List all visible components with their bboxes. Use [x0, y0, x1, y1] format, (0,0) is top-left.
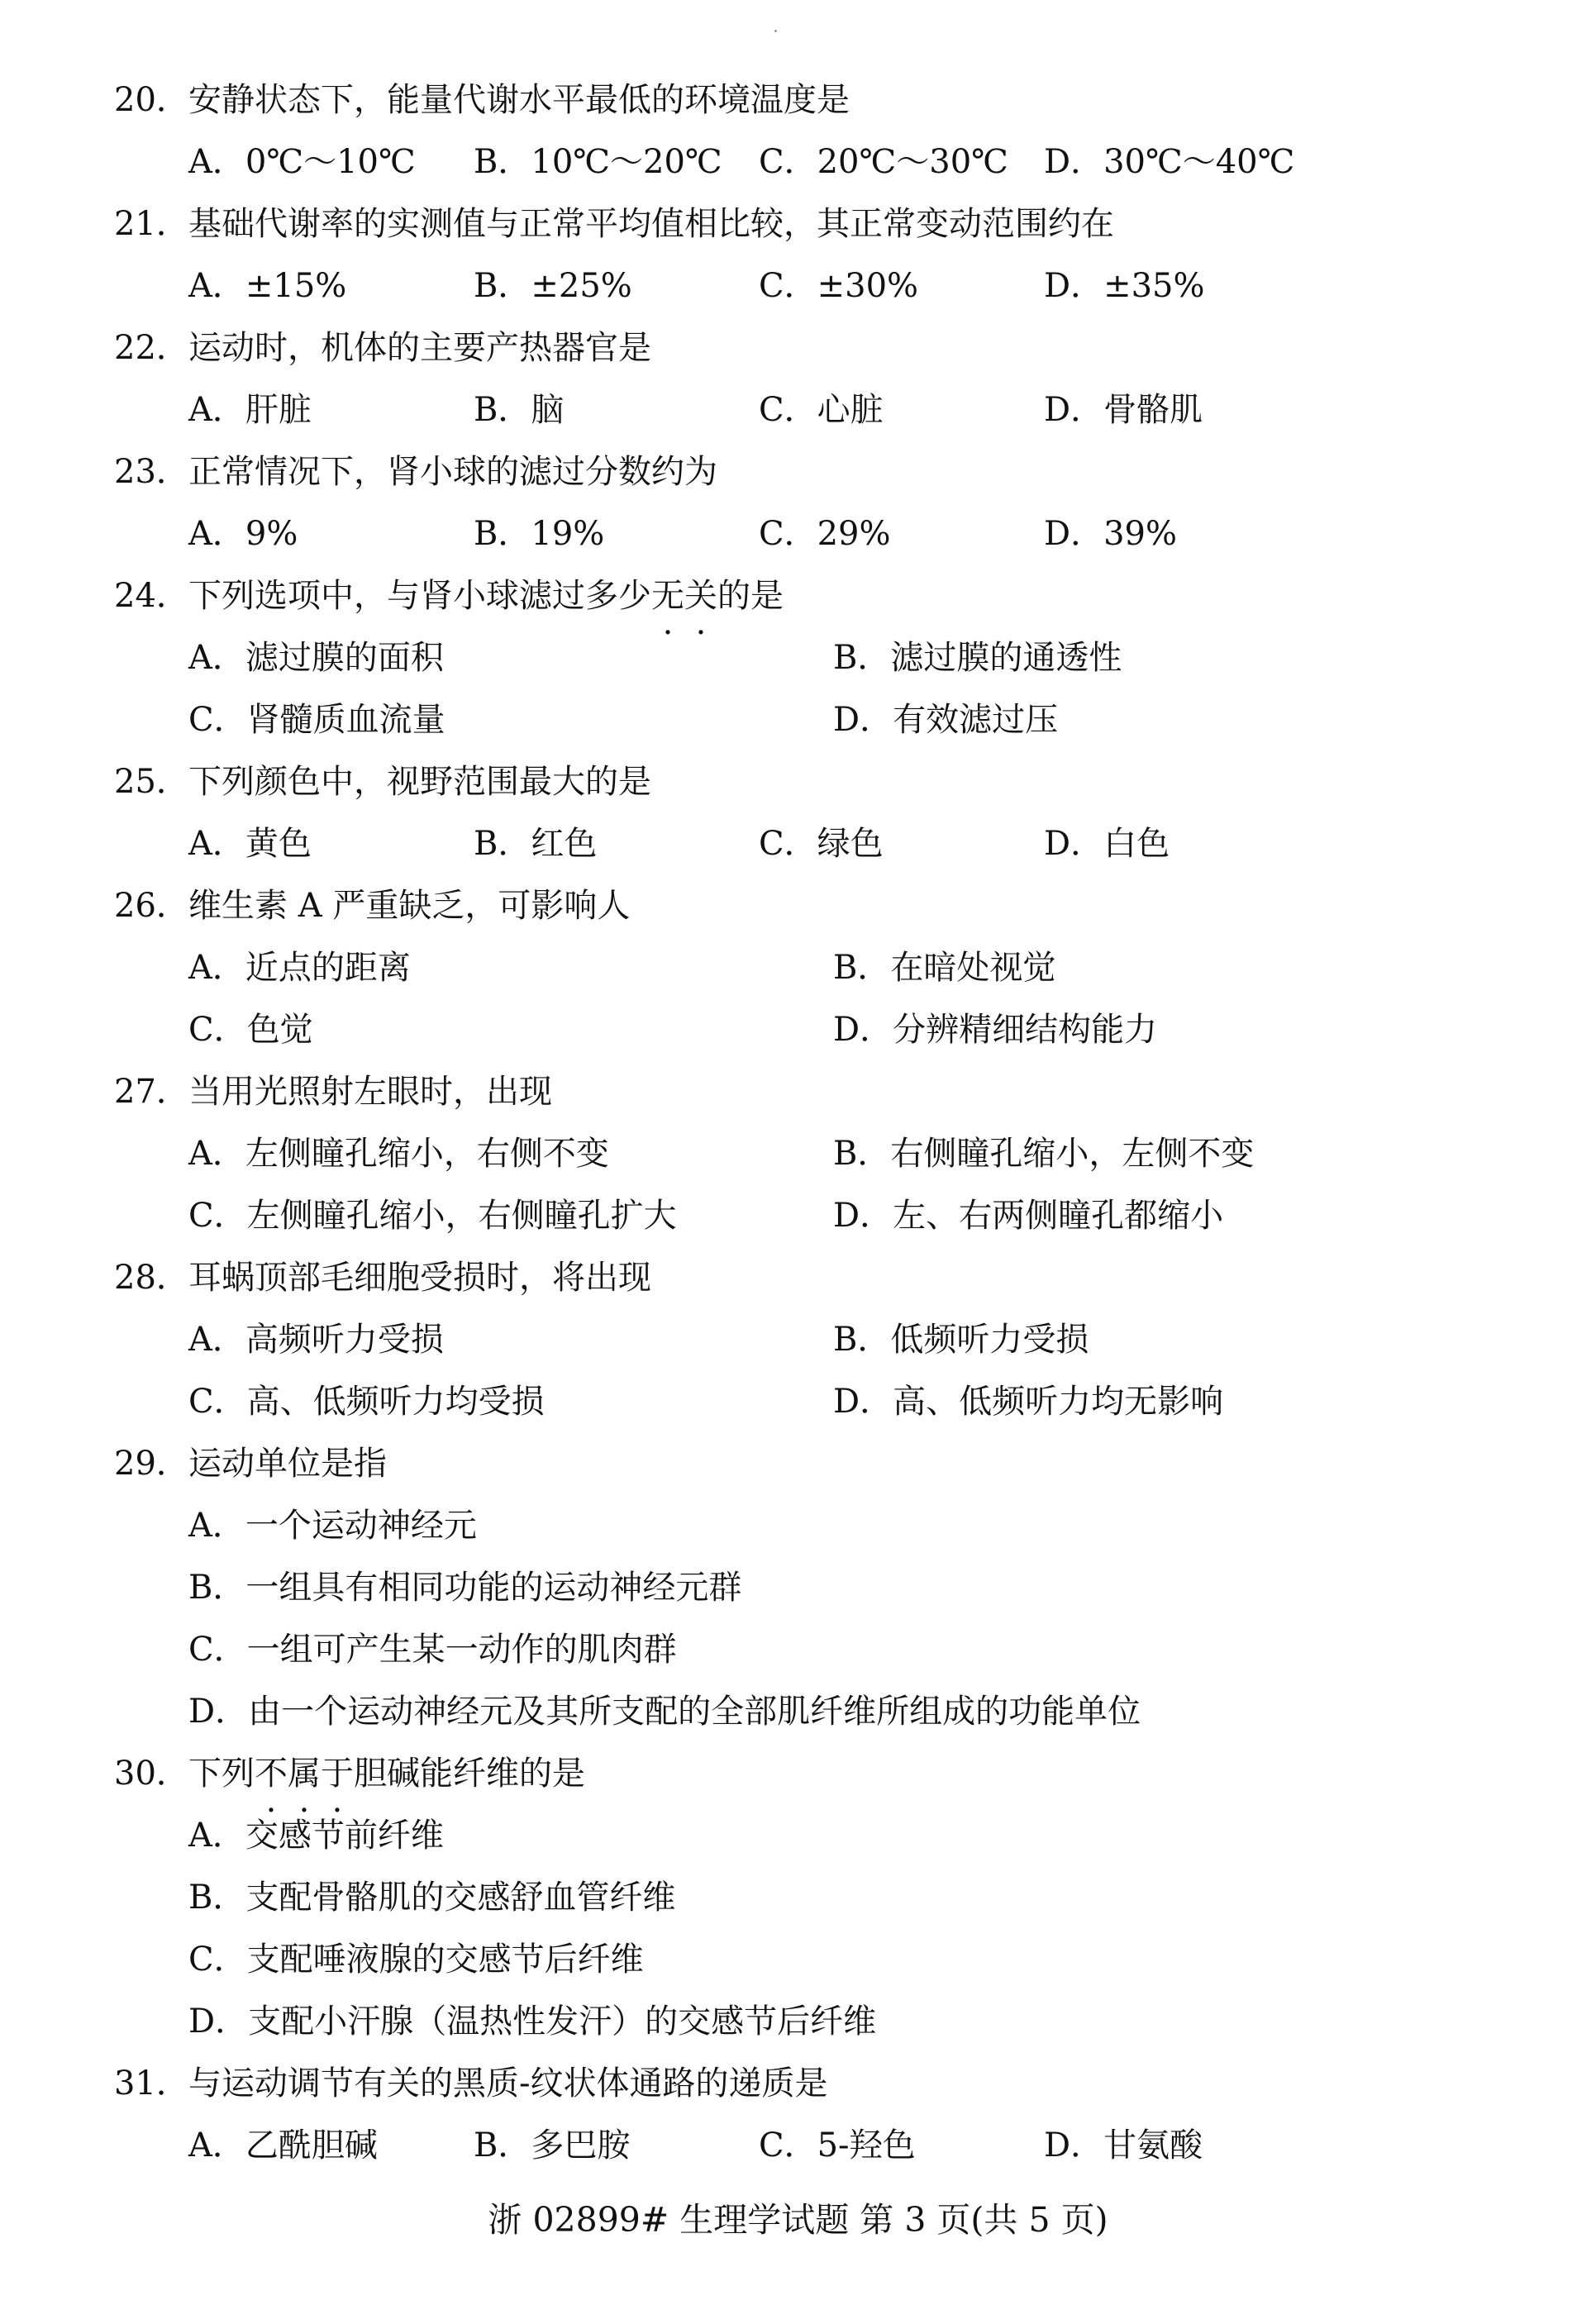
emphasis-char: 关	[684, 577, 717, 615]
option-d: D．左、右两侧瞳孔都缩小	[833, 1197, 1224, 1235]
question-text: 耳蜗顶部毛细胞受损时，将出现	[188, 1259, 651, 1297]
option-d: D．骨骼肌	[1044, 391, 1203, 429]
option-a: A．乙酰胆碱	[188, 2126, 378, 2164]
question-number: 21．	[114, 205, 189, 243]
option-row	[188, 503, 1503, 565]
question-stem	[114, 1743, 1503, 1805]
question-number: 24．	[114, 577, 189, 615]
option-c: C．心脏	[759, 391, 884, 429]
question-text: 维生素 A 严重缺乏，可影响人	[188, 887, 631, 925]
option-group	[114, 255, 1503, 317]
option-row	[188, 1309, 1503, 1371]
option-row	[188, 379, 1503, 441]
question-21	[114, 193, 1503, 317]
question-stem	[114, 441, 1503, 503]
option-a: A．一个运动神经元	[188, 1507, 477, 1545]
question-stem	[114, 565, 1503, 627]
option-c: C．绿色	[759, 825, 884, 863]
question-text: 安静状态下，能量代谢水平最低的环境温度是	[188, 81, 850, 119]
option-b: B．红色	[474, 825, 598, 863]
option-c: C．±30%	[759, 267, 919, 305]
option-a: A．黄色	[188, 825, 312, 863]
option-row	[188, 1805, 1503, 1867]
scan-mark	[774, 30, 777, 32]
option-a: A．高频听力受损	[188, 1321, 444, 1359]
option-row	[188, 131, 1503, 193]
option-d: D．30℃～40℃	[1044, 143, 1295, 181]
option-b: B．滤过膜的通透性	[833, 639, 1122, 677]
question-text	[188, 565, 784, 627]
page-footer: 浙 02899# 生理学试题 第 3 页(共 5 页)	[488, 2200, 1108, 2240]
question-stem	[114, 317, 1503, 379]
question-text: 正常情况下，肾小球的滤过分数约为	[188, 453, 717, 491]
question-number: 30．	[114, 1755, 189, 1793]
option-row	[188, 1123, 1503, 1185]
question-stem	[114, 2053, 1503, 2115]
question-23	[114, 441, 1503, 565]
option-c: C．肾髓质血流量	[188, 701, 445, 739]
emphasis-char: 不	[255, 1755, 288, 1793]
option-row	[188, 1867, 1503, 1929]
option-a: A．9%	[188, 515, 298, 553]
stem-text-after: 胆碱能纤维的是	[354, 1755, 585, 1793]
option-row	[188, 1371, 1503, 1433]
option-row	[188, 1681, 1503, 1743]
question-stem	[114, 193, 1503, 255]
question-number: 25．	[114, 763, 189, 801]
question-number: 27．	[114, 1073, 189, 1111]
option-c: C．色觉	[188, 1011, 313, 1049]
option-a: A．0℃～10℃	[188, 143, 416, 181]
question-stem	[114, 1247, 1503, 1309]
option-row	[188, 689, 1503, 751]
option-d: D．高、低频听力均无影响	[833, 1383, 1224, 1421]
option-c: C．一组可产生某一动作的肌肉群	[188, 1631, 677, 1669]
question-27	[114, 1061, 1503, 1247]
question-text	[188, 1743, 585, 1805]
option-row	[188, 813, 1503, 875]
option-group	[114, 503, 1503, 565]
option-c: C．左侧瞳孔缩小，右侧瞳孔扩大	[188, 1197, 677, 1235]
option-row	[188, 1929, 1503, 1991]
option-b: B．右侧瞳孔缩小，左侧不变	[833, 1135, 1255, 1173]
option-group	[114, 1309, 1503, 1433]
option-d: D．分辨精细结构能力	[833, 1011, 1158, 1049]
option-row	[188, 1619, 1503, 1681]
option-a: A．交感节前纤维	[188, 1817, 444, 1855]
question-stem	[114, 875, 1503, 937]
option-group	[114, 1495, 1503, 1743]
question-text: 下列颜色中，视野范围最大的是	[188, 763, 651, 801]
option-c: C．高、低频听力均受损	[188, 1383, 545, 1421]
question-number: 20．	[114, 81, 189, 119]
stem-text-before: 下列	[188, 1755, 255, 1793]
option-b: B．±25%	[474, 267, 632, 305]
option-d: D．支配小汗腺（温热性发汗）的交感节后纤维	[188, 2003, 877, 2041]
option-b: B．10℃～20℃	[474, 143, 722, 181]
option-d: D．甘氨酸	[1044, 2126, 1203, 2164]
option-b: B．脑	[474, 391, 565, 429]
option-group	[114, 2115, 1503, 2177]
emphasis-text	[651, 577, 717, 615]
option-row	[188, 255, 1503, 317]
option-b: B．一组具有相同功能的运动神经元群	[188, 1569, 742, 1607]
option-a: A．左侧瞳孔缩小，右侧不变	[188, 1135, 609, 1173]
option-row	[188, 1495, 1503, 1557]
option-row	[188, 1185, 1503, 1247]
option-c: C．20℃～30℃	[759, 143, 1008, 181]
option-group	[114, 627, 1503, 751]
emphasis-text	[255, 1755, 354, 1793]
stem-text-before: 下列选项中，与肾小球滤过多少	[188, 577, 651, 615]
option-b: B．多巴胺	[474, 2126, 631, 2164]
question-number: 29．	[114, 1445, 189, 1483]
question-31	[114, 2053, 1503, 2177]
option-d: D．白色	[1044, 825, 1170, 863]
question-number: 31．	[114, 2064, 189, 2103]
option-row	[188, 1991, 1503, 2053]
option-group	[114, 131, 1503, 193]
question-stem	[114, 1433, 1503, 1495]
question-text: 运动时，机体的主要产热器官是	[188, 329, 651, 367]
emphasis-char: 于	[321, 1755, 354, 1793]
option-c: C．5-羟色	[759, 2126, 916, 2164]
option-d: D．有效滤过压	[833, 701, 1059, 739]
option-a: A．±15%	[188, 267, 347, 305]
question-number: 23．	[114, 453, 189, 491]
question-20	[114, 69, 1503, 193]
question-22	[114, 317, 1503, 441]
question-number: 26．	[114, 887, 189, 925]
option-row	[188, 627, 1503, 689]
question-number: 22．	[114, 329, 189, 367]
option-row	[188, 2115, 1503, 2177]
question-list	[114, 69, 1503, 2177]
option-c: C．支配唾液腺的交感节后纤维	[188, 1941, 644, 1979]
question-24	[114, 565, 1503, 751]
question-number: 28．	[114, 1259, 189, 1297]
option-a: A．近点的距离	[188, 949, 411, 987]
option-a: A．肝脏	[188, 391, 312, 429]
question-text: 基础代谢率的实测值与正常平均值相比较，其正常变动范围约在	[188, 205, 1114, 243]
option-b: B．19%	[474, 515, 605, 553]
question-29	[114, 1433, 1503, 1743]
question-stem	[114, 1061, 1503, 1123]
option-b: B．在暗处视觉	[833, 949, 1056, 987]
option-b: B．支配骨骼肌的交感舒血管纤维	[188, 1879, 676, 1917]
emphasis-char: 无	[651, 577, 684, 615]
option-d: D．39%	[1044, 515, 1177, 553]
option-group	[114, 813, 1503, 875]
question-stem	[114, 751, 1503, 813]
option-group	[114, 937, 1503, 1061]
option-c: C．29%	[759, 515, 891, 553]
option-row	[188, 1557, 1503, 1619]
option-a: A．滤过膜的面积	[188, 639, 444, 677]
question-stem	[114, 69, 1503, 131]
question-text: 运动单位是指	[188, 1445, 387, 1483]
question-25	[114, 751, 1503, 875]
question-30	[114, 1743, 1503, 2053]
option-d: D．±35%	[1044, 267, 1205, 305]
question-text: 当用光照射左眼时，出现	[188, 1073, 552, 1111]
option-group	[114, 379, 1503, 441]
option-group	[114, 1123, 1503, 1247]
option-b: B．低频听力受损	[833, 1321, 1089, 1359]
question-28	[114, 1247, 1503, 1433]
question-text: 与运动调节有关的黑质-纹状体通路的递质是	[188, 2064, 828, 2103]
option-row	[188, 999, 1503, 1061]
option-d: D．由一个运动神经元及其所支配的全部肌纤维所组成的功能单位	[188, 1693, 1141, 1731]
option-group	[114, 1805, 1503, 2053]
stem-text-after: 的是	[717, 577, 784, 615]
emphasis-char: 属	[288, 1755, 321, 1793]
question-26	[114, 875, 1503, 1061]
option-row	[188, 937, 1503, 999]
